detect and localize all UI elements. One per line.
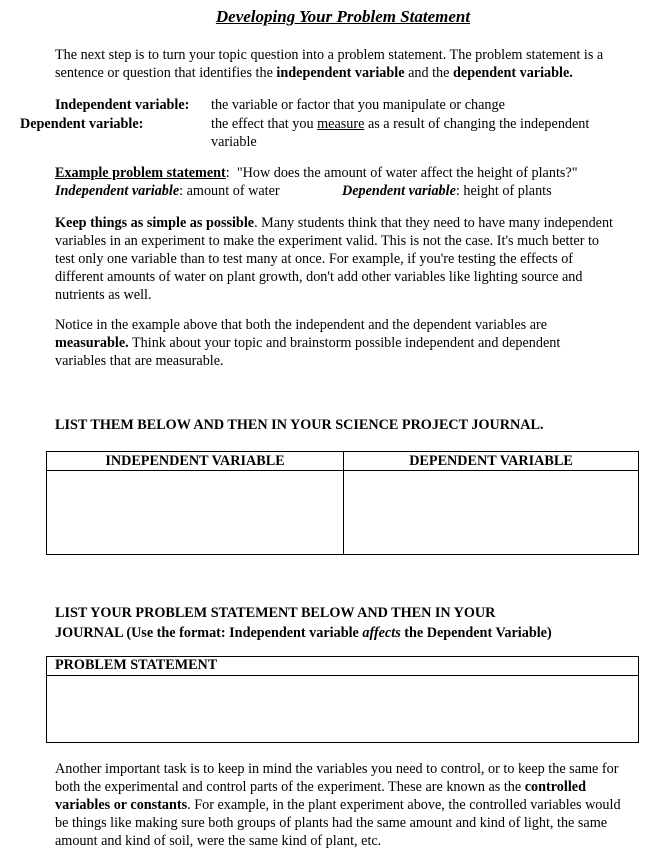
simple-text: . Many students think that they need to have many independent variables in an experiment to make the experiment valid. This is not the case. It's much better to test only one variable than to test many at once. For example, if you're testing the effects of different amounts of water on plant growth, don't add other variables like lighting source and nutrients as well. (55, 215, 614, 303)
header-independent-variable: INDEPENDENT VARIABLE (105, 453, 285, 469)
example-dependent-label: Dependent variable (342, 183, 456, 199)
problem-heading-text: JOURNAL (Use the format: Independent variable (55, 625, 363, 641)
simple-paragraph (55, 214, 621, 304)
simple-bold: Keep things as simple as possible (55, 215, 255, 231)
independent-variable-label: Independent variable: (55, 97, 190, 113)
controlled-text-2: . For example, in the plant experiment above, the controlled variables would be things like making sure both groups of plants had the same amount and kind of light, the same amount and kind of soil, were the same kind of plant, etc. (55, 797, 621, 849)
example-dependent-value: : height of plants (455, 183, 552, 199)
intro-bold-independent: independent variable (276, 65, 405, 81)
example-text: "How does the amount of water affect the height of plants?" (229, 165, 578, 181)
controlled-text: Another important task is to keep in mind the variables you need to control, or to keep the same for both the experimental and control parts of the experiment. These are known as the (55, 761, 619, 795)
notice-text-2: Think about your topic and brainstorm possible independent and dependent variables that are measurable. (55, 335, 561, 369)
intro-text: The next step is to turn your topic question into a problem statement. The problem statement is a sentence or question that identifies the (55, 47, 604, 81)
example-label: Example problem statement (55, 165, 226, 181)
independent-variable-cell[interactable] (49, 472, 341, 552)
independent-variable-definition: the variable or factor that you manipulate or change (211, 97, 505, 113)
header-dependent-variable: DEPENDENT VARIABLE (409, 453, 573, 469)
intro-bold-dependent: dependent variable. (453, 65, 573, 81)
dependent-variable-label: Dependent variable: (20, 116, 144, 132)
example-independent-value: : amount of water (179, 183, 280, 199)
problem-heading-line2 (55, 624, 655, 642)
example-dependent (342, 182, 552, 200)
problem-heading-line1: LIST YOUR PROBLEM STATEMENT BELOW AND THEN IN YOUR (55, 605, 496, 621)
notice-bold: measurable. (55, 335, 129, 351)
problem-heading (55, 604, 655, 642)
variables-table (46, 451, 639, 555)
problem-heading-affects: affects (362, 625, 401, 641)
example-colon: : (225, 165, 230, 181)
dependent-def-text-2: as a result of changing the independent (364, 116, 590, 132)
intro-paragraph (55, 46, 625, 82)
dependent-variable-definition (211, 115, 631, 133)
controlled-paragraph (55, 760, 623, 850)
example-statement (55, 164, 645, 182)
notice-paragraph (55, 316, 595, 370)
example-independent (55, 182, 280, 200)
page-title: Developing Your Problem Statement (215, 7, 471, 26)
problem-statement-cell[interactable] (49, 677, 636, 740)
problem-statement-table (46, 656, 639, 743)
intro-text-2: and the (404, 65, 453, 81)
list-heading: LIST THEM BELOW AND THEN IN YOUR SCIENCE PROJECT JOURNAL. (55, 417, 544, 433)
example-independent-label: Independent variable (55, 183, 180, 199)
dependent-def-text: the effect that you (211, 116, 318, 132)
problem-heading-text-2: the Dependent Variable) (400, 625, 552, 641)
dependent-variable-cell[interactable] (346, 472, 636, 552)
dependent-def-line2: variable (211, 134, 257, 150)
controlled-bold: controlled variables or constants (55, 779, 586, 813)
problem-statement-header: PROBLEM STATEMENT (47, 657, 638, 676)
notice-text: Notice in the example above that both the independent and the dependent variables are (55, 317, 548, 333)
dependent-def-measure: measure (317, 116, 365, 132)
